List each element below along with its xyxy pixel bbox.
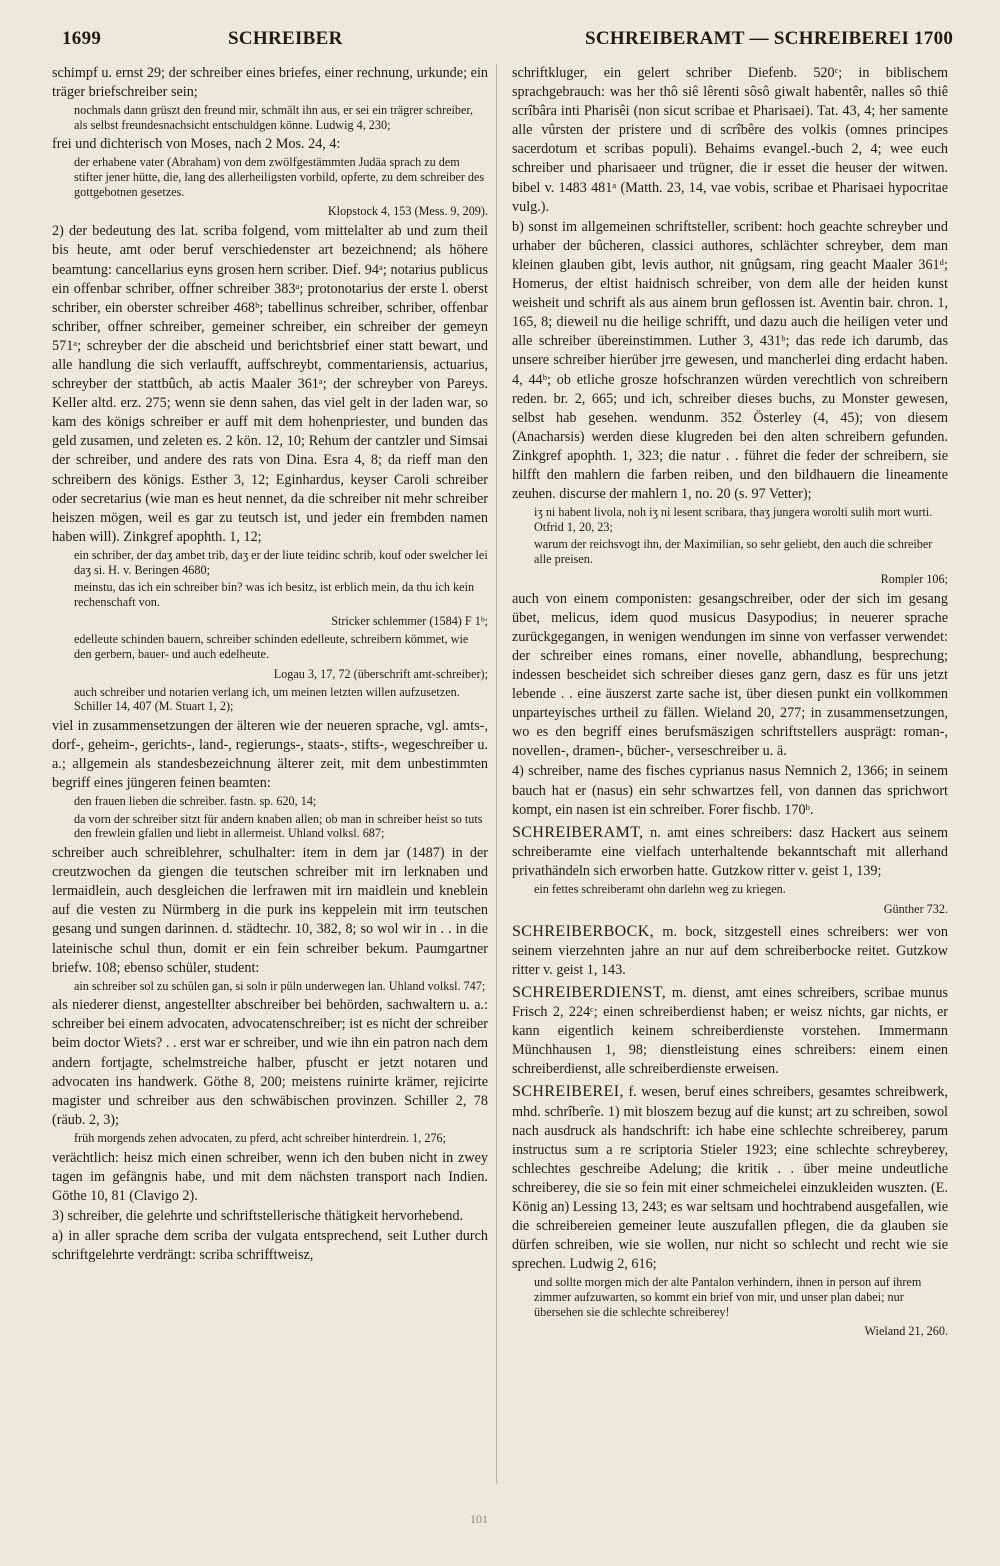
quotation: warum der reichsvogt ihn, der Maximilian, so sehr geliebt, den auch die schreiber alle preisen. — [534, 537, 933, 566]
entry-definition: m. dienst, amt eines schreibers, scribae munus Frisch 2, 224ᶜ; einen schreiberdienst haben; er weisz nichts, gar nichts, er kann eigentlich keinem schreiberdienste vorstehen. Immermann Münchhausen 1, 98; dienstleistung eines schreibers: einem einen schreiberdienst, alle schreiberdienste erweisen. — [512, 985, 948, 1078]
quotation: ein fettes schreiberamt ohn darlehn weg zu kriegen. — [534, 882, 786, 897]
quotation: und sollte morgen mich der alte Pantalon verhindern, ihnen in person auf ihrem zimmer aufzuwarten, so kommt ein brief von mir, und unser plan dabei; nur übersehen sie die schlechte schreiberey! — [534, 1275, 922, 1319]
running-headword-right: SCHREIBERAMT — SCHREIBEREI — [585, 28, 910, 49]
quotation: da vorn der schreiber sitzt für andern knaben allen; ob man in schreiber heist so tuts den frewlein gfallen und liebt in allermeist. Uhland volksl. 687; — [74, 811, 483, 841]
citation: Rompler 106; — [880, 571, 948, 586]
entry-lemma: SCHREIBERAMT, — [512, 823, 644, 841]
citation: Wieland 21, 260. — [864, 1324, 948, 1339]
paragraph: auch von einem componisten: gesangschreiber, oder der sich im gesang übet, melicus, idem quod musicus Dasypodius; in neuerer sprache zurückgegangen, in wenigen wendungen im sinne von verfasser verwendet: der schreiber eines romans, einer novelle, abhandlung, besprechung; indessen bescheidet sich schreiber dieses ganz gern, dasz es für uns jetzt lebende . . eine äuszerst zarte sache ist, über diesen punkt ein vollkommen unparteyisches urtheil zu fällen. Wieland 20, 277; in zusammensetzungen, wo es den begriff eines berufsmäszigen schriftstellers ausprägt: roman-, novellen-, dramen-, bücher-, verseschreiber u. ä. — [512, 590, 948, 760]
citation: Klopstock 4, 153 (Mess. 9, 209). — [327, 204, 488, 219]
left-column — [52, 64, 488, 1494]
paragraph: schreiber auch schreiblehrer, schulhalter: item in dem jar (1487) in der creutzwochen da giengen die teutschen schreiber mit irn lerknaben und lermaidlein, auch desgleichen die lerfrawen mit irn maidlein und kneblein auf die vesten zu Nürmberg in die purk ins keppelein mit irm teutschen gesang und sungen darinnen. d. städtechr. 10, 382, 8; so wol wir in . . in die lateinische schul thun, domit er ein fein schreiber bekum. Paumgartner briefw. 108; ebenso schüler, student: — [52, 845, 488, 976]
citation: Stricker schlemmer (1584) F 1ᵇ; — [331, 614, 488, 629]
paragraph: 4) schreiber, name des fisches cyprianus nasus Nemnich 2, 1366; in seinem bauch hat er (nasus) ein sehr schwartzes fell, von dannen das sprichwort kompt, ein nasen ist ein schreiber. Forer fischb. 170ᵇ. — [512, 763, 948, 818]
dictionary-entry — [512, 922, 948, 980]
paragraph: verächtlich: heisz mich einen schreiber, wenn ich den buben nicht in zwey tagen im gefängnis habe, und mit dem nächsten transport nach Indien. Göthe 10, 81 (Clavigo 2). — [52, 1149, 488, 1204]
quotation: ein schriber, der daʒ ambet trib, daʒ er der liute teidinc schrib, kouf oder swelcher lei daʒ si. H. v. Beringen 4680; — [74, 547, 488, 577]
citation: Günther 732. — [883, 901, 948, 916]
paragraph: 3) schreiber, die gelehrte und schriftstellerische thätigkeit hervorhebend. — [52, 1207, 464, 1224]
quotation: nochmals dann grüszt den freund mir, schmält ihn aus, er sei ein trägrer schreiber, als selbst freundesnachsicht entschuldgen könne. Ludwig 4, 230; — [74, 103, 474, 132]
paragraph: als niederer dienst, angestellter abschreiber bei behörden, sachwaltern u. a.: schreiber bei einem advocaten, advocatenschreiber; ist es nicht der schreiber beim doctor Wiets? . . erst war er schreiber, und wie ihn ein patron nach dem andern fortjagte, schelmstreiche halber, pfuscht er jetzt notaren und advocaten ins handwerk. Göthe 8, 200; meistens ruinirte krämer, rejicirte magister und schreiber aus den schwäbischen provinzen. Schiller 2, 78 (räub. 2, 3); — [52, 997, 488, 1128]
dictionary-entry — [512, 1082, 948, 1274]
entry-definition: m. bock, sitzgestell eines schreibers: wer von seinem vierzehnten jahre an nur auf dem schreiberbocke reitet. Gutzkow ritter v. geist 1, 143. — [512, 923, 948, 978]
entry-lemma: SCHREIBERDIENST, — [512, 984, 667, 1001]
quotation: früh morgends zehen advocaten, zu pferd, acht schreiber hinterdrein. 1, 276; — [74, 1130, 447, 1145]
paragraph: viel in zusammensetzungen der älteren wie der neueren sprache, vgl. amts-, dorf-, geheim-, gerichts-, land-, regierungs-, staats-, stifts-, wegeschreiber u. a.; allgemein als standesbezeichnung älterer zeit, mit dem unbestimmten begriff eines jüngeren feinen beamten: — [52, 717, 488, 792]
quotation: ain schreiber sol zu schûlen gan, si soln ir püln underwegen lan. Uhland volksl. 747; — [74, 978, 486, 993]
dictionary-entry — [512, 823, 948, 881]
page-number-left: 1699 — [62, 28, 102, 49]
quotation: meinstu, das ich ein schreiber bin? was ich besitz, ist erblich mein, da thu ich kein rechenschaft von. — [74, 580, 475, 609]
page-number-right: 1700 — [914, 28, 954, 49]
entry-definition: n. amt eines schreibers: dasz Hackert aus seinem schreiberamte eine vielfach unterhaltende bekanntschaft mit allerhand privathändeln sich erworben hatte. Gutzkow ritter v. geist 1, 139; — [512, 824, 948, 879]
quotation: den frauen lieben die schreiber. fastn. sp. 620, 14; — [74, 794, 317, 809]
quotation: edelleute schinden bauern, schreiber schinden edelleute, schreibern kömmet, wie den gerbern, bauer- und auch edelheute. — [74, 632, 469, 661]
column-divider — [496, 64, 497, 1484]
paragraph: schriftkluger, ein gelert schriber Diefenb. 520ᶜ; in biblischem sprachgebrauch: was her thô siê lêrenti sôsô giwalt habentêr, nalles sô thiê scrîbâra inti Pharisêi (non sicut scribae et Pharisaei). Tat. 43, 4; her samente alle vûrsten der pristere und di scrîbêre des volkis (omnes principes sacerdotum et scribas populi). Behaims evangel.-buch 2, 4; wee euch schreiber und pharisaeer und trügner, die ir esset die heuser der witwen. bibel v. 1483 481ᵃ (Matth. 23, 14, vae vobis, scribae et Pharisaei hypocritae vulg.). — [512, 65, 948, 215]
right-column — [512, 64, 948, 1494]
entry-lemma: SCHREIBEREI, — [512, 1083, 624, 1101]
footer-mark: 101 — [470, 1512, 488, 1526]
citation: Logau 3, 17, 72 (überschrift amt-schreiber); — [273, 666, 488, 681]
quotation: auch schreiber und notarien verlang ich, um meinen letzten willen aufzusetzen. Schiller 14, 407 (M. Stuart 1, 2); — [74, 684, 460, 714]
entry-lemma: SCHREIBERBOCK, — [512, 922, 655, 940]
paragraph: a) in aller sprache dem scriba der vulgata entsprechend, seit Luther durch schriftgelehrte verdrängt: scriba schrifftweisz, — [52, 1227, 488, 1263]
paragraph: schimpf u. ernst 29; der schreiber eines briefes, einer rechnung, urkunde; ein träger briefschreiber sein; — [52, 65, 488, 101]
paragraph: b) sonst im allgemeinen schriftsteller, scribent: hoch geachte schreyber und urhaber der bûcheren, classici authores, schlächter schreyber, dem man kleinen glauben gibt, levis author, nit gnûgsam, ring geacht Maaler 361ᵈ; Homerus, der eltist haidnisch schreiber, von dem alle der heiden kunst weisheit und schrift als aus ainem brun geflossen ist. Aventin bair. chron. 1, 165, 8; dieweil nu die heilige schrifft, und dazu auch die heiligen veter und alle schreiber übereinstimmen. Luther 3, 431ᵇ; das rede ich darumb, das unsere schreiber hierüber jrre gewesen, und mancherlei ding erdacht haben. 4, 44ᵇ; ob etliche grosze hofschranzen würden verechtlich von schreibern reden. br. 2, 665; und ich, schreiber dieses buchs, zu Monster gewesen, selbst hab gesehen. wendunm. 352 Österley (4, 45); von diesem (Anacharsis) werden diese klugreden bei den alten schreibern gefunden. Zinkgref apophth. 1, 323; die natur . . führet die feder der schreibern, sie hilfft den mahlern die farben reiben, und den bildhauern die lineamente zeuhen. discurse der mahlern 1, no. 20 (s. 97 Vetter); — [512, 218, 948, 503]
running-headword-left: SCHREIBER — [228, 28, 343, 49]
paragraph: 2) der bedeutung des lat. scriba folgend, vom mittelalter ab und zum theil bis heute, amt oder beruf verschiedenster art bezeichnend; als höhere beamtung: cancellarius eyns grosen hern scriber. Dief. 94ᵃ; notarius publicus ein offenbar schriber, offner schreiber 383ᵃ; protonotarius der erste l. oberst schriber, ein oberster schreiber 468ᵇ; tabellinus schreiber, schriber, offenbar schriber, offner schreiber, gemeiner schreiber, ein schreiber der gemeyn 571ᵃ; schreyber der die abscheid und berichtsbrief einer statt bewart, und alle handlung die sich verlaufft, auffschreybt, commentariensis, actuarius, schreyber der stattbûch, ab actis Maaler 361ᵃ; der schreyber von Pareys. Keller altd. erz. 275; wenn sie denn sahen, das viel gelt in der laden war, so kam des königs schreiber er auff mit dem hohenpriester, und bunden das geld zusamen, und zeleten es. 2 kön. 12, 10; Rehum der cantzler und Simsai der schreiber, und andere des rats von Dina. Esra 4, 8; da rieff man den schreibern des königs. Esther 3, 12; Eginhardus, keyser Caroli schreiber oder secretarius (wie man es heut nennet, da die schreiber nit mehr schreiber heiszen mögen, weil es gar zu teutsch ist, und jeder ein frembden namen haben will). Zinkgref apophth. 1, 12; — [52, 223, 488, 545]
paragraph: frei und dichterisch von Moses, nach 2 Mos. 24, 4: — [52, 136, 341, 153]
quotation: iʒ ni habent livola, noh iʒ ni lesent scribara, thaʒ jungera worolti sulih mort wurti. Otfrid 1, 20, 23; — [534, 505, 933, 534]
entry-definition: f. wesen, beruf eines schreibers, gesamtes schreibwerk, mhd. schrîberîe. 1) mit bloszem bezug auf die kunst; art zu schreiben, sowol nach ausdruck als handschrift: ich habe eine schlechte schreiberey, parum instructus sum a re scriptoria Stieler 1923; eine schlechte schreyberey, schlechtes geschreibe Adelung; die kritik . . über meine undeutliche schreiberey, die sie so fein mit einer schmeichelei einzukleiden wuszten. (E. König an) Lessing 13, 243; es war seltsam und hochtrabend ausgefallen, wie die schreibereien gemeiner leute auszufallen pflegen, die da glauben sie dürfen schreiben, wie sie wollen, nur nicht so schlecht und recht wie sie sprechen. Ludwig 2, 616; — [512, 1084, 948, 1273]
quotation: der erhabene vater (Abraham) von dem zwölfgestämmten Judäa sprach zu dem stifter jener hütte, die, lang des allerheiligsten vorbild, opferte, zu dem schreiber des gottgebotnen gesetzes. — [74, 155, 485, 199]
dictionary-entry — [512, 983, 948, 1079]
